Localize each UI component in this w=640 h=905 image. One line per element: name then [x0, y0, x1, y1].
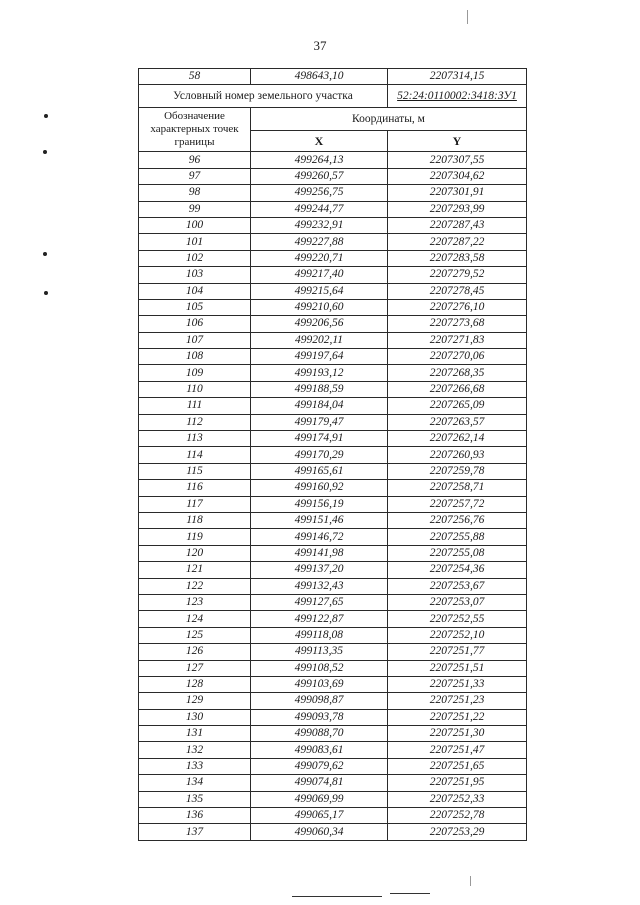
- point-cell: 103: [139, 267, 251, 283]
- x-cell: 499093,78: [251, 709, 388, 725]
- margin-dot: [44, 291, 48, 295]
- point-cell: 128: [139, 676, 251, 692]
- y-cell: 2207255,88: [388, 529, 527, 545]
- point-cell: 117: [139, 496, 251, 512]
- y-cell: 2207252,33: [388, 791, 527, 807]
- point-cell: 116: [139, 480, 251, 496]
- point-cell: 99: [139, 201, 251, 217]
- x-cell: 499206,56: [251, 316, 388, 332]
- y-cell: 2207251,47: [388, 742, 527, 758]
- coordinates-table-body: [139, 69, 527, 841]
- parcel-number: 52:24:0110002:3418:ЗУ1: [388, 85, 527, 108]
- y-cell: 2207251,23: [388, 693, 527, 709]
- x-cell: 499202,11: [251, 332, 388, 348]
- y-cell: 2207314,15: [388, 69, 527, 85]
- table-row: [139, 185, 527, 201]
- point-cell: 124: [139, 611, 251, 627]
- point-cell: 109: [139, 365, 251, 381]
- point-cell: 121: [139, 562, 251, 578]
- y-cell: 2207259,78: [388, 463, 527, 479]
- table-row: [139, 267, 527, 283]
- y-cell: 2207266,68: [388, 381, 527, 397]
- table-row: [139, 496, 527, 512]
- x-cell: 499127,65: [251, 594, 388, 610]
- table-row: [139, 775, 527, 791]
- table-row: [139, 611, 527, 627]
- x-cell: 499113,35: [251, 644, 388, 660]
- point-cell: 115: [139, 463, 251, 479]
- table-row: [139, 758, 527, 774]
- x-cell: 499232,91: [251, 217, 388, 233]
- y-cell: 2207251,33: [388, 676, 527, 692]
- table-row: [139, 660, 527, 676]
- table-row: [139, 545, 527, 561]
- table-row: [139, 381, 527, 397]
- y-cell: 2207279,52: [388, 267, 527, 283]
- margin-dot: [44, 114, 48, 118]
- table-row: [139, 283, 527, 299]
- point-cell: 130: [139, 709, 251, 725]
- y-cell: 2207304,62: [388, 168, 527, 184]
- y-cell: 2207253,67: [388, 578, 527, 594]
- x-cell: 499188,59: [251, 381, 388, 397]
- y-cell: 2207253,07: [388, 594, 527, 610]
- x-cell: 499146,72: [251, 529, 388, 545]
- y-cell: 2207301,91: [388, 185, 527, 201]
- table-row: [139, 447, 527, 463]
- table-row: [139, 808, 527, 824]
- point-cell: 122: [139, 578, 251, 594]
- y-cell: 2207307,55: [388, 152, 527, 168]
- table-row: [139, 709, 527, 725]
- x-cell: 499122,87: [251, 611, 388, 627]
- point-cell: 125: [139, 627, 251, 643]
- y-cell: 2207287,22: [388, 234, 527, 250]
- x-cell: 499170,29: [251, 447, 388, 463]
- x-cell: 499215,64: [251, 283, 388, 299]
- point-cell: 126: [139, 644, 251, 660]
- y-cell: 2207257,72: [388, 496, 527, 512]
- y-cell: 2207252,10: [388, 627, 527, 643]
- coordinates-header: Координаты, м: [251, 108, 527, 131]
- y-cell: 2207256,76: [388, 512, 527, 528]
- table-row: [139, 217, 527, 233]
- x-cell: 499118,08: [251, 627, 388, 643]
- point-cell: 123: [139, 594, 251, 610]
- point-cell: 58: [139, 69, 251, 85]
- table-row: [139, 431, 527, 447]
- x-cell: 499256,75: [251, 185, 388, 201]
- point-cell: 127: [139, 660, 251, 676]
- point-cell: 111: [139, 398, 251, 414]
- table-row: [139, 316, 527, 332]
- y-cell: 2207251,22: [388, 709, 527, 725]
- point-cell: 108: [139, 349, 251, 365]
- x-cell: 499193,12: [251, 365, 388, 381]
- point-cell: 132: [139, 742, 251, 758]
- x-cell: 498643,10: [251, 69, 388, 85]
- point-cell: 97: [139, 168, 251, 184]
- y-cell: 2207251,95: [388, 775, 527, 791]
- table-row: [139, 578, 527, 594]
- point-cell: 129: [139, 693, 251, 709]
- table-row: [139, 562, 527, 578]
- point-cell: 100: [139, 217, 251, 233]
- page-number: 37: [313, 38, 327, 53]
- table-row: [139, 644, 527, 660]
- table-row: [139, 463, 527, 479]
- y-cell: 2207273,68: [388, 316, 527, 332]
- x-cell: 499264,13: [251, 152, 388, 168]
- x-cell: 499179,47: [251, 414, 388, 430]
- x-cell: 499079,62: [251, 758, 388, 774]
- x-cell: 499098,87: [251, 693, 388, 709]
- x-cell: 499137,20: [251, 562, 388, 578]
- y-cell: 2207293,99: [388, 201, 527, 217]
- x-header: X: [251, 131, 388, 152]
- table-row: [139, 529, 527, 545]
- y-cell: 2207271,83: [388, 332, 527, 348]
- y-cell: 2207287,43: [388, 217, 527, 233]
- x-cell: 499197,64: [251, 349, 388, 365]
- table-row: [139, 512, 527, 528]
- x-cell: 499217,40: [251, 267, 388, 283]
- y-cell: 2207276,10: [388, 299, 527, 315]
- y-cell: 2207251,65: [388, 758, 527, 774]
- table-row: [139, 791, 527, 807]
- table-row: [139, 332, 527, 348]
- point-cell: 113: [139, 431, 251, 447]
- y-cell: 2207258,71: [388, 480, 527, 496]
- table-row: [139, 742, 527, 758]
- y-cell: 2207263,57: [388, 414, 527, 430]
- table-row: [139, 398, 527, 414]
- parcel-row: [139, 85, 527, 108]
- table-row: [139, 152, 527, 168]
- y-cell: 2207254,36: [388, 562, 527, 578]
- point-cell: 135: [139, 791, 251, 807]
- y-cell: 2207252,78: [388, 808, 527, 824]
- x-cell: 499174,91: [251, 431, 388, 447]
- table-row: [139, 365, 527, 381]
- x-cell: 499088,70: [251, 726, 388, 742]
- point-cell: 119: [139, 529, 251, 545]
- point-cell: 120: [139, 545, 251, 561]
- point-cell: 114: [139, 447, 251, 463]
- parcel-label: Условный номер земельного участка: [139, 85, 388, 108]
- table-row: [139, 168, 527, 184]
- table-row: [139, 299, 527, 315]
- point-cell: 106: [139, 316, 251, 332]
- x-cell: 499132,43: [251, 578, 388, 594]
- y-cell: 2207283,58: [388, 250, 527, 266]
- x-cell: 499151,46: [251, 512, 388, 528]
- point-cell: 136: [139, 808, 251, 824]
- table-row: [139, 414, 527, 430]
- x-cell: 499108,52: [251, 660, 388, 676]
- table-row: [139, 594, 527, 610]
- x-cell: 499184,04: [251, 398, 388, 414]
- point-cell: 101: [139, 234, 251, 250]
- footer-line: [390, 893, 430, 894]
- y-cell: 2207270,06: [388, 349, 527, 365]
- point-cell: 134: [139, 775, 251, 791]
- x-cell: 499260,57: [251, 168, 388, 184]
- table-row: [139, 349, 527, 365]
- x-cell: 499065,17: [251, 808, 388, 824]
- point-cell: 96: [139, 152, 251, 168]
- coordinates-table: [138, 68, 527, 841]
- y-cell: 2207251,30: [388, 726, 527, 742]
- y-cell: 2207260,93: [388, 447, 527, 463]
- table-row: [139, 824, 527, 840]
- x-cell: 499227,88: [251, 234, 388, 250]
- y-cell: 2207251,77: [388, 644, 527, 660]
- y-cell: 2207253,29: [388, 824, 527, 840]
- margin-dot: [43, 252, 47, 256]
- header-row: [139, 108, 527, 131]
- x-cell: 499156,19: [251, 496, 388, 512]
- scan-speck: [467, 10, 468, 24]
- x-cell: 499165,61: [251, 463, 388, 479]
- point-cell: 110: [139, 381, 251, 397]
- table-row: [139, 726, 527, 742]
- point-cell: 133: [139, 758, 251, 774]
- y-cell: 2207252,55: [388, 611, 527, 627]
- y-cell: 2207251,51: [388, 660, 527, 676]
- y-cell: 2207265,09: [388, 398, 527, 414]
- table-row: [139, 480, 527, 496]
- x-cell: 499220,71: [251, 250, 388, 266]
- footer-line: [292, 896, 382, 897]
- point-cell: 104: [139, 283, 251, 299]
- point-cell: 107: [139, 332, 251, 348]
- carry-over-row: [139, 69, 527, 85]
- point-cell: 112: [139, 414, 251, 430]
- x-cell: 499069,99: [251, 791, 388, 807]
- y-cell: 2207278,45: [388, 283, 527, 299]
- y-cell: 2207268,35: [388, 365, 527, 381]
- y-header: Y: [388, 131, 527, 152]
- table-row: [139, 676, 527, 692]
- margin-dot: [43, 150, 47, 154]
- x-cell: 499103,69: [251, 676, 388, 692]
- table-row: [139, 693, 527, 709]
- table-row: [139, 234, 527, 250]
- x-cell: 499210,60: [251, 299, 388, 315]
- point-cell: 105: [139, 299, 251, 315]
- point-cell: 131: [139, 726, 251, 742]
- point-cell: 98: [139, 185, 251, 201]
- x-cell: 499074,81: [251, 775, 388, 791]
- y-cell: 2207262,14: [388, 431, 527, 447]
- y-cell: 2207255,08: [388, 545, 527, 561]
- x-cell: 499141,98: [251, 545, 388, 561]
- table-row: [139, 201, 527, 217]
- point-cell: 118: [139, 512, 251, 528]
- x-cell: 499160,92: [251, 480, 388, 496]
- scan-speck: [470, 876, 471, 886]
- point-cell: 102: [139, 250, 251, 266]
- x-cell: 499244,77: [251, 201, 388, 217]
- points-header: Обозначение характерных точек границы: [139, 108, 251, 152]
- x-cell: 499060,34: [251, 824, 388, 840]
- table-row: [139, 627, 527, 643]
- table-row: [139, 250, 527, 266]
- x-cell: 499083,61: [251, 742, 388, 758]
- point-cell: 137: [139, 824, 251, 840]
